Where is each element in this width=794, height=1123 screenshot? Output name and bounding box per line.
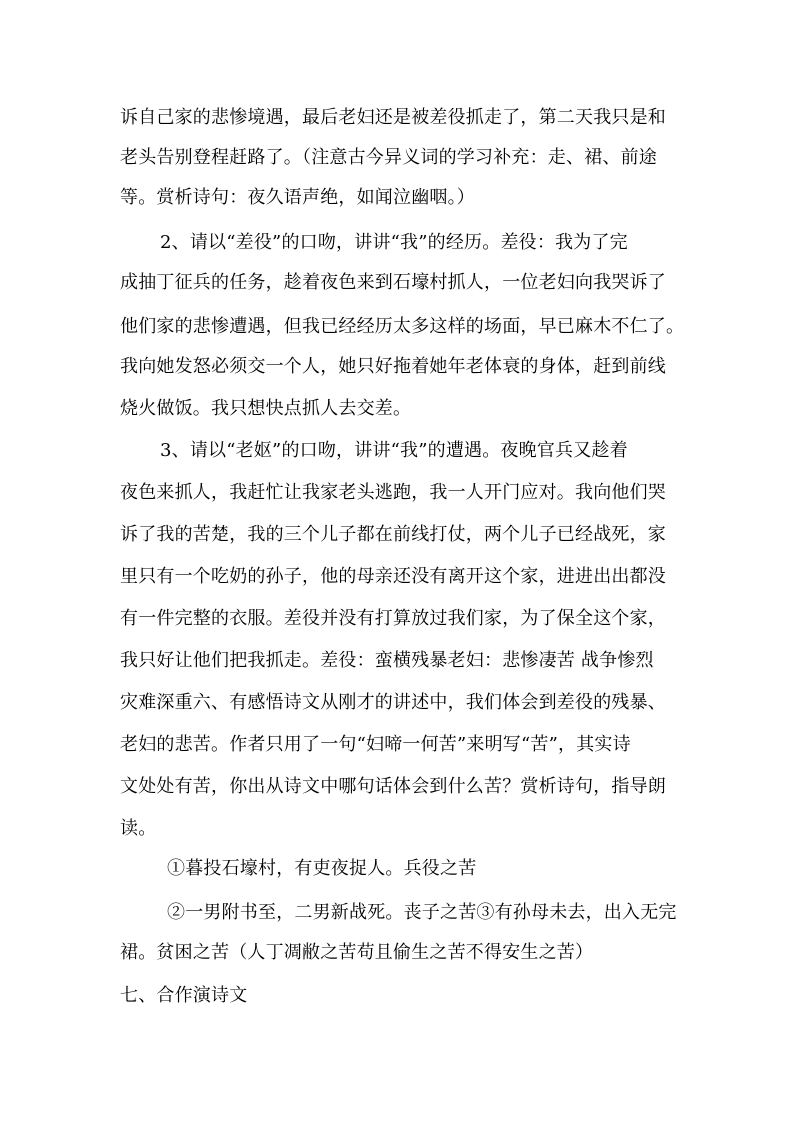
text-line: 文处处有苦，你出从诗文中哪句话体会到什么苦？赏析诗句，指导朗 [120,776,666,797]
text-line: ①暮投石壕村，有吏夜捉人。兵役之苦 [167,858,477,879]
text-line: 3、请以“老妪”的口吻，讲讲“我”的遭遇。夜晚官兵又趁着 [160,440,628,461]
text-line: 读。 [120,818,157,839]
text-line: 灾难深重六、有感悟诗文从刚才的讲述中，我们体会到差役的残暴、 [120,692,666,713]
section-heading: 七、合作演诗文 [120,985,248,1006]
text-line: 烧火做饭。我只想快点抓人去交差。 [120,398,412,419]
text-line: 2、请以“差役”的口吻，讲讲“我”的经历。差役：我为了完 [160,232,628,253]
text-line: 夜色来抓人，我赶忙让我家老头逃跑，我一人开门应对。我向他们哭 [120,482,666,503]
text-line: 有一件完整的衣服。差役并没有打算放过我们家，为了保全这个家， [120,608,666,629]
text-line: 里只有一个吃奶的孙子，他的母亲还没有离开这个家，进进出出都没 [120,566,666,587]
text-line: 我只好让他们把我抓走。差役：蛮横残暴老妇：悲惨凄苦 战争惨烈 [120,650,654,671]
text-line: 诉了我的苦楚，我的三个儿子都在前线打仗，两个儿子已经战死，家 [120,524,666,545]
text-line: 老妇的悲苦。作者只用了一句“妇啼一何苦”来明写“苦”，其实诗 [120,734,631,755]
text-line: 成抽丁征兵的任务，趁着夜色来到石壕村抓人，一位老妇向我哭诉了 [120,272,666,293]
text-line: 等。赏析诗句：夜久语声绝，如闻泣幽咽。） [120,187,475,208]
text-line: 我向她发怒必须交一个人，她只好拖着她年老体衰的身体，赶到前线 [120,356,666,377]
text-line: ②一男附书至，二男新战死。丧子之苦③有孙母未去，出入无完 [167,902,677,923]
text-line: 他们家的悲惨遭遇，但我已经经历太多这样的场面，早已麻木不仁了。 [120,316,685,337]
text-line: 诉自己家的悲惨境遇，最后老妇还是被差役抓走了，第二天我只是和 [120,107,666,128]
text-line: 裙。贫困之苦（人丁凋敝之苦苟且偷生之苦不得安生之苦） [120,942,594,963]
text-line: 老头告别登程赶路了。（注意古今异义词的学习补充：走、裙、前途 [120,147,657,168]
